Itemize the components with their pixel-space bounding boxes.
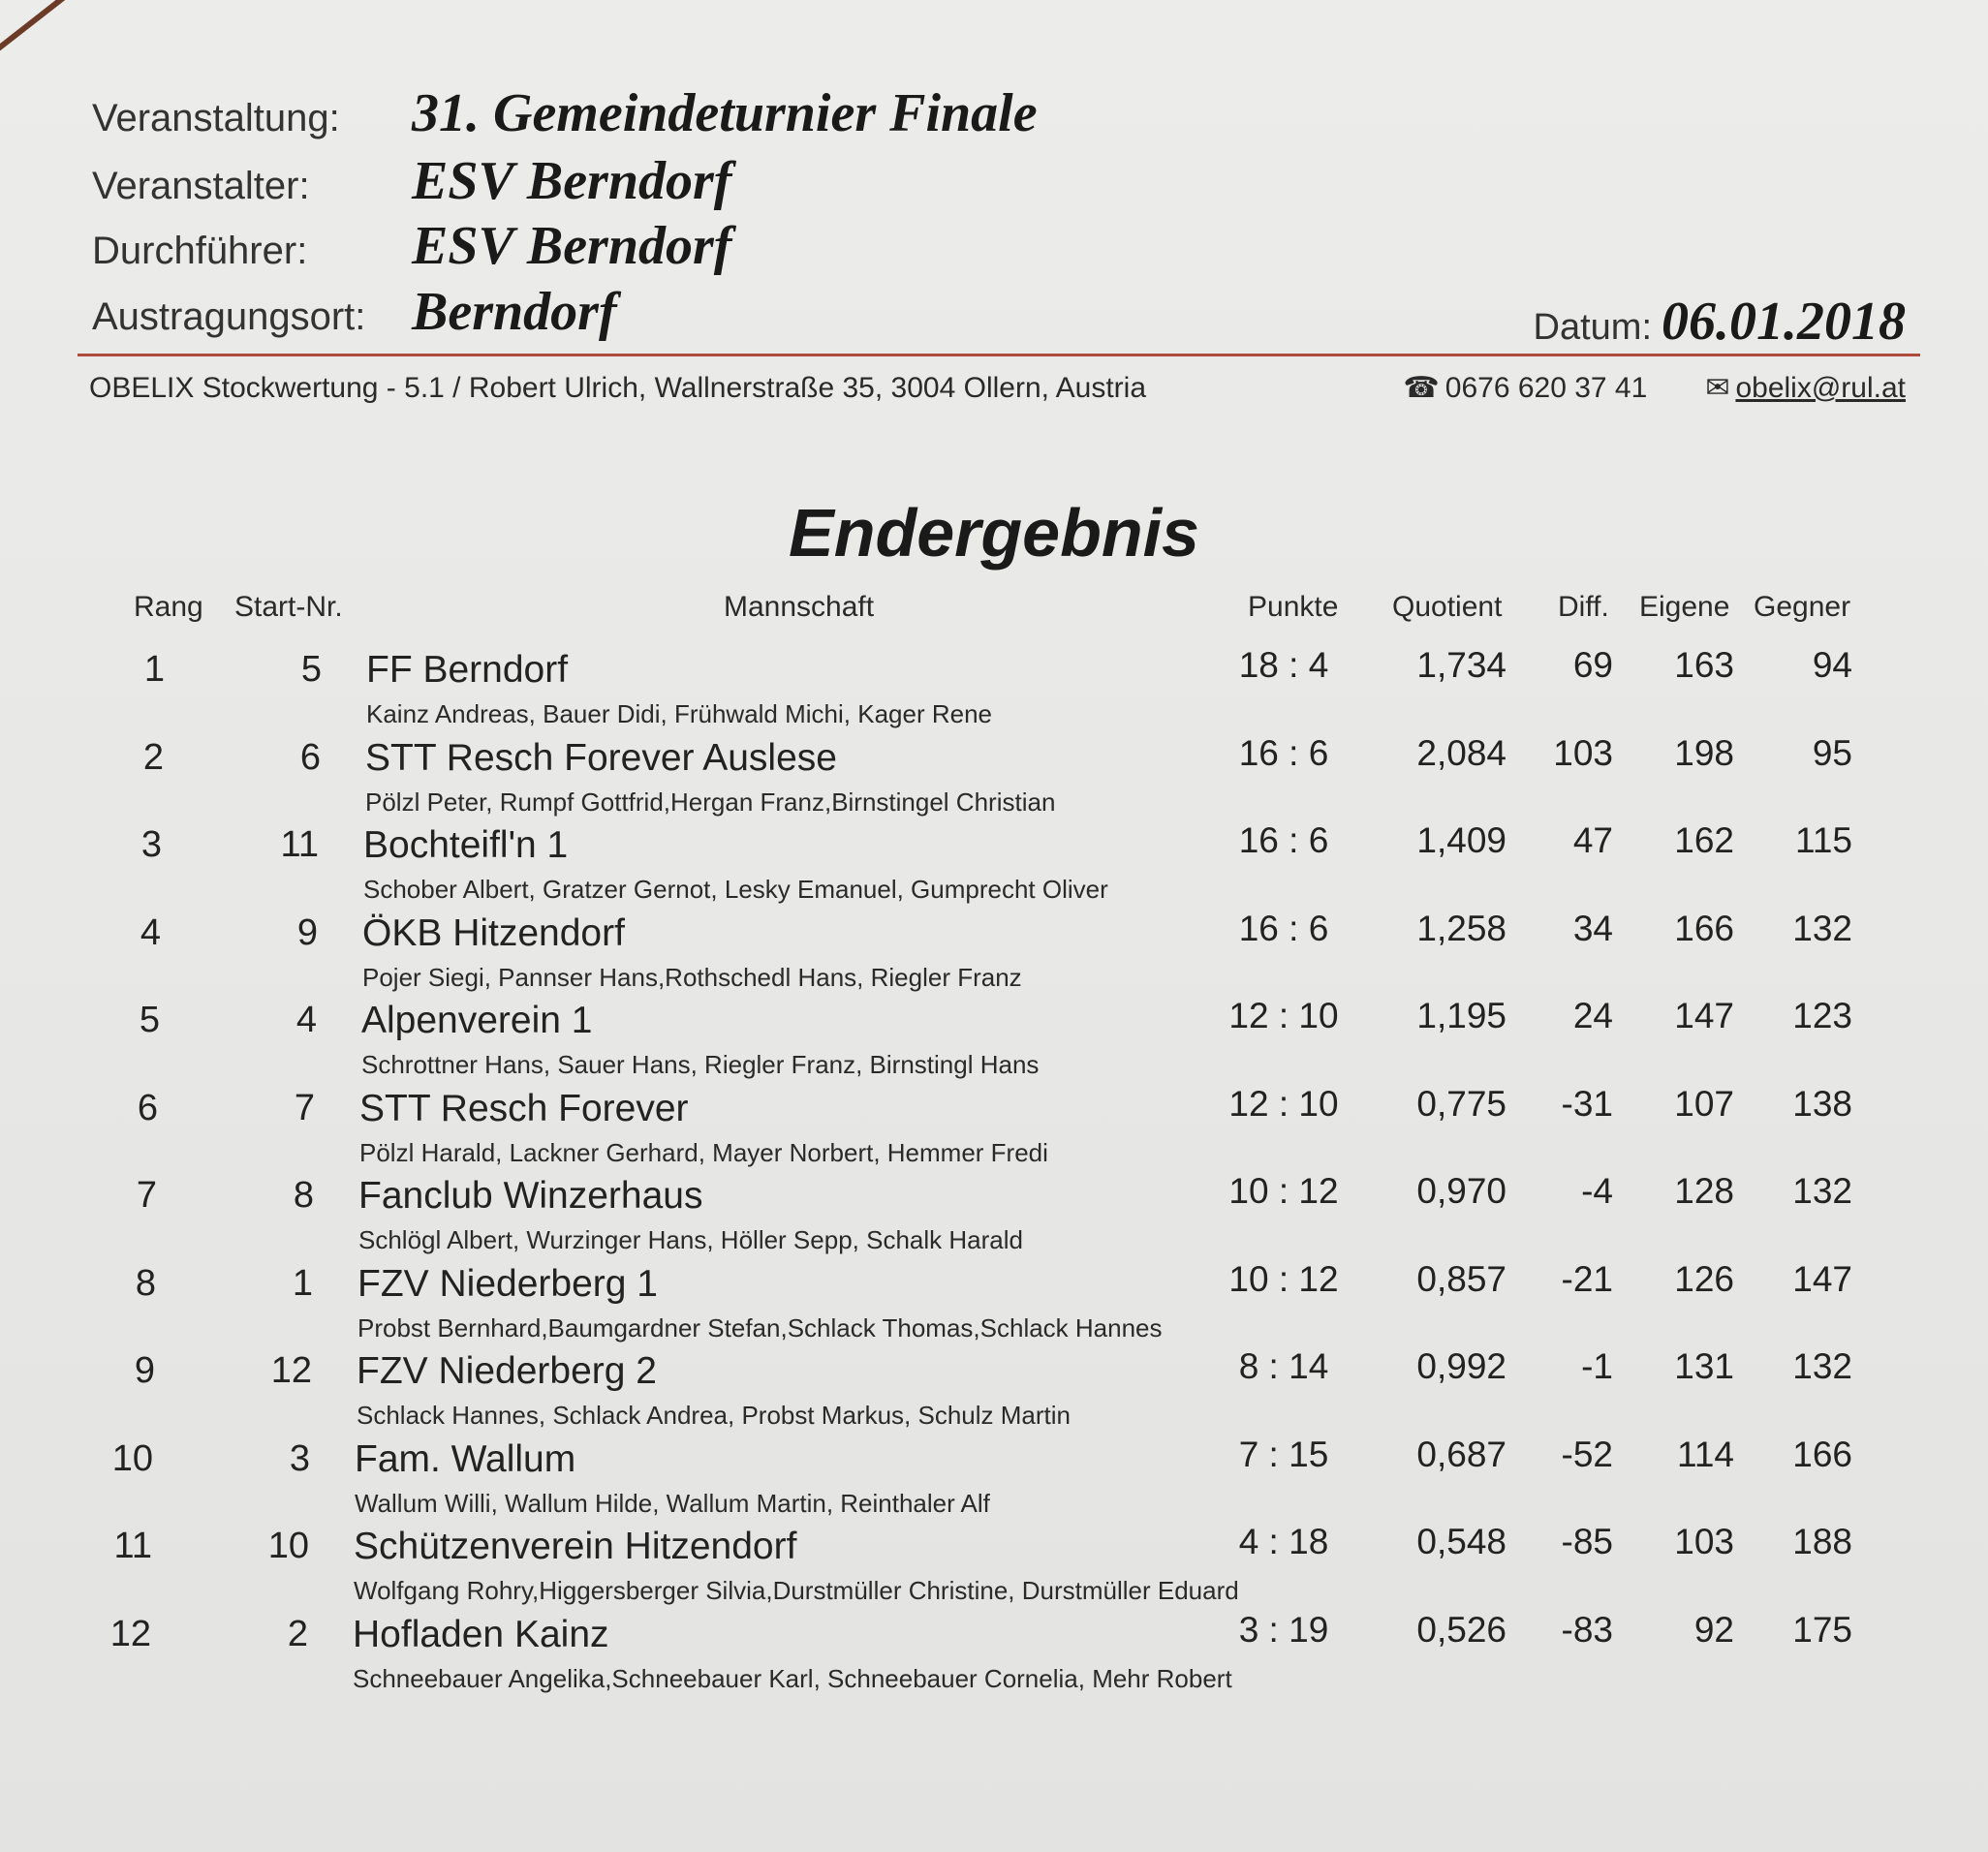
punkte-cell: 4 : 18	[1238, 1522, 1329, 1561]
col-header-rang: Rang	[134, 591, 203, 623]
rank-cell: 9	[134, 1350, 155, 1391]
quotient-cell: 0,548	[1416, 1522, 1507, 1561]
table-row	[0, 1258, 1988, 1350]
start-nr-cell: 2	[287, 1613, 308, 1654]
punkte-cell: 12 : 10	[1228, 996, 1339, 1035]
team-members: Wallum Willi, Wallum Hilde, Wallum Martin, Reinthaler Alf	[355, 1488, 990, 1518]
punkte-cell: 10 : 12	[1228, 1171, 1339, 1211]
start-nr-cell: 5	[300, 649, 322, 690]
punkte-cell: 10 : 12	[1228, 1258, 1339, 1299]
quotient-cell: 1,258	[1416, 908, 1507, 948]
header-label: Veranstalter:	[92, 165, 310, 207]
team-name: Schützenverein Hitzendorf	[354, 1526, 797, 1567]
header-label: Durchführer:	[92, 230, 308, 272]
phone-icon: ☎	[1403, 372, 1440, 404]
diff-cell: 103	[1553, 732, 1613, 773]
team-members: Pölzl Peter, Rumpf Gottfrid,Hergan Franz,Birnstingel Christian	[365, 787, 1056, 817]
gegner-cell: 147	[1792, 1258, 1852, 1299]
diff-cell: -52	[1561, 1434, 1613, 1474]
start-nr-cell: 10	[267, 1526, 309, 1566]
header-label: Austragungsort:	[92, 295, 366, 338]
eigene-cell: 163	[1674, 645, 1734, 685]
col-header-team: Mannschaft	[724, 591, 875, 623]
quotient-cell: 2,084	[1416, 732, 1507, 773]
quotient-cell: 1,195	[1416, 996, 1507, 1035]
table-row	[0, 732, 1988, 824]
col-header-punkte: Punkte	[1248, 591, 1339, 623]
punkte-cell: 8 : 14	[1238, 1346, 1329, 1386]
eigene-cell: 162	[1674, 820, 1734, 860]
start-nr-cell: 9	[296, 911, 318, 953]
quotient-cell: 0,526	[1416, 1609, 1507, 1650]
punkte-cell: 3 : 19	[1238, 1609, 1329, 1650]
email-link[interactable]: obelix@rul.at	[1735, 372, 1906, 404]
team-name: Fam. Wallum	[355, 1437, 576, 1480]
table-row	[0, 1434, 1988, 1526]
punkte-cell: 16 : 6	[1238, 908, 1329, 948]
table-row	[0, 1609, 1988, 1701]
team-name: FZV Niederberg 1	[357, 1262, 658, 1305]
gegner-cell: 175	[1792, 1609, 1852, 1650]
table-row	[0, 645, 1988, 736]
eigene-cell: 131	[1674, 1346, 1734, 1386]
rank-cell: 5	[139, 1000, 160, 1040]
quotient-cell: 0,857	[1416, 1258, 1507, 1299]
table-row	[0, 1522, 1988, 1613]
table-row	[0, 996, 1988, 1087]
team-name: ÖKB Hitzendorf	[362, 911, 625, 954]
gegner-cell: 138	[1792, 1083, 1852, 1124]
rank-cell: 12	[109, 1613, 151, 1654]
start-nr-cell: 4	[295, 1000, 317, 1040]
rank-cell: 11	[113, 1526, 152, 1566]
punkte-cell: 16 : 6	[1238, 820, 1329, 860]
col-header-diff: Diff.	[1558, 591, 1609, 623]
team-members: Probst Bernhard,Baumgardner Stefan,Schlack Thomas,Schlack Hannes	[357, 1312, 1163, 1343]
diff-cell: 47	[1572, 820, 1613, 860]
header-value: 31. Gemeindeturnier Finale	[412, 83, 1038, 143]
team-members: Schrottner Hans, Sauer Hans, Riegler Franz, Birnstingl Hans	[361, 1050, 1040, 1079]
eigene-cell: 126	[1674, 1258, 1734, 1299]
gegner-cell: 115	[1795, 820, 1852, 860]
start-nr-cell: 3	[289, 1437, 310, 1479]
team-members: Pojer Siegi, Pannser Hans,Rothschedl Hans, Riegler Franz	[362, 962, 1022, 992]
team-members: Schneebauer Angelika,Schneebauer Karl, Schneebauer Cornelia, Mehr Robert	[353, 1663, 1232, 1693]
eigene-cell: 198	[1674, 732, 1734, 773]
col-header-start: Start-Nr.	[234, 591, 343, 623]
start-nr-cell: 11	[280, 824, 319, 865]
gegner-cell: 132	[1792, 1346, 1852, 1386]
punkte-cell: 18 : 4	[1238, 645, 1329, 685]
table-row	[0, 908, 1988, 1000]
quotient-cell: 0,687	[1416, 1434, 1507, 1474]
quotient-cell: 0,970	[1416, 1171, 1507, 1211]
punkte-cell: 7 : 15	[1238, 1434, 1329, 1474]
rank-cell: 6	[137, 1087, 158, 1128]
date-label: Datum:	[1533, 307, 1652, 348]
team-name: STT Resch Forever	[359, 1087, 689, 1129]
eigene-cell: 103	[1674, 1522, 1734, 1561]
diff-cell: 24	[1572, 996, 1613, 1035]
col-header-quotient: Quotient	[1392, 591, 1503, 623]
team-name: Fanclub Winzerhaus	[358, 1175, 703, 1217]
rank-cell: 1	[143, 649, 165, 690]
quotient-cell: 0,775	[1416, 1083, 1507, 1124]
team-members: Kainz Andreas, Bauer Didi, Frühwald Michi, Kager Rene	[366, 699, 992, 728]
header-label: Veranstaltung:	[92, 97, 340, 139]
diff-cell: 69	[1572, 645, 1613, 685]
table-row	[0, 820, 1988, 911]
date-value: 06.01.2018	[1662, 292, 1906, 352]
header-value: Berndorf	[412, 282, 617, 342]
eigene-cell: 114	[1677, 1434, 1734, 1474]
diff-cell: -31	[1561, 1083, 1613, 1124]
diff-cell: -21	[1561, 1258, 1613, 1299]
quotient-cell: 0,992	[1416, 1346, 1507, 1386]
eigene-cell: 92	[1693, 1609, 1734, 1650]
page-title: Endergebnis	[789, 495, 1199, 571]
diff-cell: -4	[1581, 1171, 1613, 1211]
col-header-gegner: Gegner	[1754, 591, 1851, 623]
gegner-cell: 132	[1792, 1171, 1852, 1211]
quotient-cell: 1,409	[1416, 820, 1507, 860]
start-nr-cell: 8	[293, 1175, 314, 1216]
footer-address: OBELIX Stockwertung - 5.1 / Robert Ulrich, Wallnerstraße 35, 3004 Ollern, Austria	[89, 372, 1147, 404]
team-name: Bochteifl'n 1	[363, 824, 569, 866]
eigene-cell: 166	[1674, 908, 1734, 948]
start-nr-cell: 12	[270, 1350, 312, 1391]
table-row	[0, 1171, 1988, 1262]
start-nr-cell: 7	[294, 1087, 315, 1128]
team-members: Wolfgang Rohry,Higgersberger Silvia,Durstmüller Christine, Durstmüller Eduard	[354, 1576, 1239, 1605]
diff-cell: 34	[1572, 908, 1613, 948]
phone-number: 0676 620 37 41	[1444, 372, 1648, 404]
punkte-cell: 16 : 6	[1238, 732, 1329, 773]
gegner-cell: 94	[1812, 645, 1852, 685]
gegner-cell: 123	[1792, 996, 1852, 1035]
quotient-cell: 1,734	[1416, 645, 1507, 685]
team-name: Hofladen Kainz	[353, 1613, 609, 1655]
team-name: Alpenverein 1	[361, 1000, 593, 1041]
rank-cell: 8	[135, 1262, 156, 1304]
punkte-cell: 12 : 10	[1228, 1083, 1339, 1124]
team-members: Schlack Hannes, Schlack Andrea, Probst Markus, Schulz Martin	[357, 1401, 1071, 1430]
team-name: FF Berndorf	[366, 649, 569, 691]
gegner-cell: 188	[1792, 1522, 1852, 1561]
mail-icon: ✉	[1705, 372, 1730, 404]
header-value: ESV Berndorf	[412, 151, 732, 211]
diff-cell: -85	[1561, 1522, 1613, 1561]
rank-cell: 10	[111, 1437, 153, 1479]
start-nr-cell: 6	[299, 736, 321, 778]
team-name: STT Resch Forever Auslese	[365, 736, 837, 779]
header-value: ESV Berndorf	[412, 216, 732, 276]
gegner-cell: 132	[1792, 908, 1852, 948]
team-members: Schober Albert, Gratzer Gernot, Lesky Emanuel, Gumprecht Oliver	[363, 875, 1108, 904]
rank-cell: 7	[136, 1175, 157, 1216]
table-row	[0, 1346, 1988, 1437]
eigene-cell: 147	[1674, 996, 1734, 1035]
diff-cell: -83	[1561, 1609, 1613, 1650]
team-members: Pölzl Harald, Lackner Gerhard, Mayer Norbert, Hemmer Fredi	[359, 1137, 1048, 1167]
eigene-cell: 128	[1674, 1171, 1734, 1211]
rank-cell: 3	[140, 824, 162, 865]
gegner-cell: 95	[1812, 732, 1852, 773]
start-nr-cell: 1	[292, 1262, 313, 1304]
rank-cell: 4	[140, 911, 161, 953]
col-header-eigene: Eigene	[1639, 591, 1730, 623]
gegner-cell: 166	[1792, 1434, 1852, 1474]
eigene-cell: 107	[1674, 1083, 1734, 1124]
table-row	[0, 1083, 1988, 1175]
team-name: FZV Niederberg 2	[357, 1350, 657, 1392]
team-members: Schlögl Albert, Wurzinger Hans, Höller Sepp, Schalk Harald	[358, 1225, 1023, 1254]
rank-cell: 2	[142, 736, 164, 778]
diff-cell: -1	[1581, 1346, 1613, 1386]
